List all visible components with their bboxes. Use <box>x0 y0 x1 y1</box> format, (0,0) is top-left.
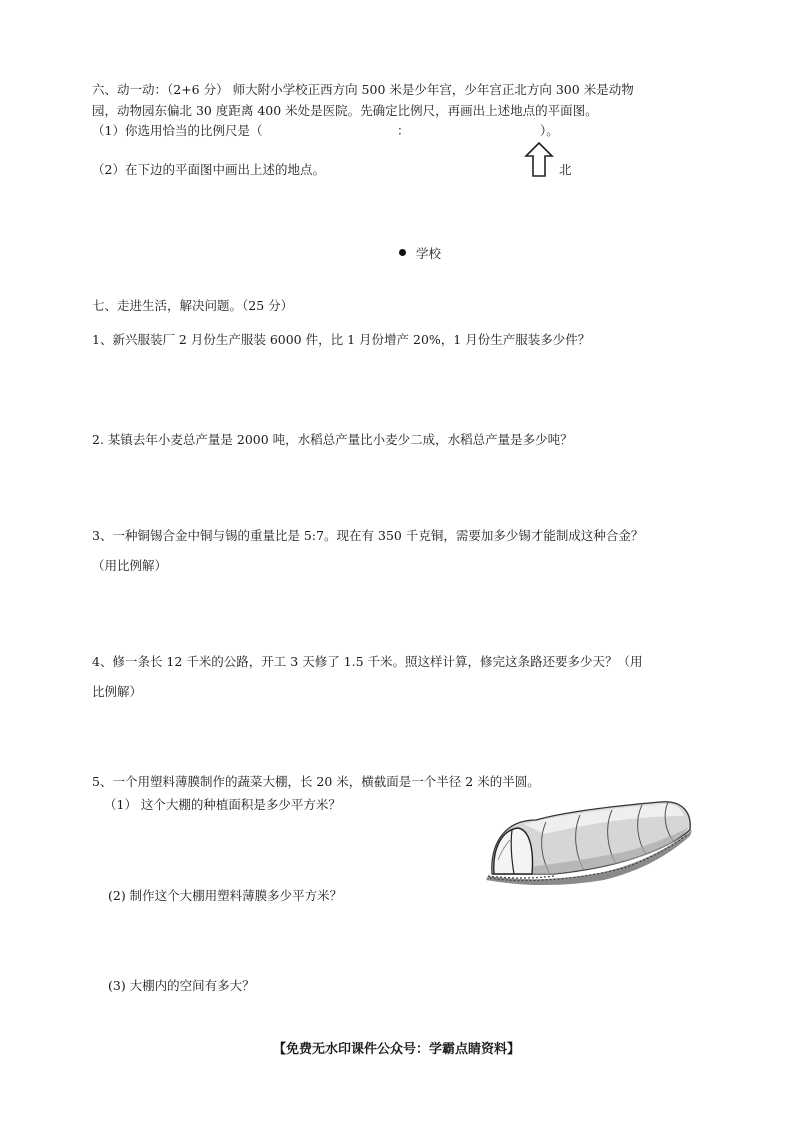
problem-5-q1: （1） 这个大棚的种植面积是多少平方米？ <box>104 797 341 812</box>
scale-question-prefix: （1）你选用恰当的比例尺是（ <box>92 123 263 138</box>
problem-3-line1: 3、一种铜锡合金中铜与锡的重量比是 5:7。现在有 350 千克铜，需要加多少锡才能制成这种合金？ <box>92 528 644 543</box>
problem-4-line1: 4、修一条长 12 千米的公路，开工 3 天修了 1.5 千米。照这样计算，修完这条路还要多少天？（用 <box>92 654 643 669</box>
problem-5-q2: (2) 制作这个大棚用塑料薄膜多少平方米？ <box>108 888 343 903</box>
section6-line2: 园，动物园东偏北 30 度距离 400 米处是医院。先确定比例尺，再画出上述地点的平面图。 <box>92 103 598 118</box>
section6-line1: 六、动一动：（2+6 分） 师大附小学校正西方向 500 米是少年宫，少年宫正北方向 300 米是动物 <box>92 82 634 97</box>
greenhouse-illustration <box>484 790 696 886</box>
map-question: （2）在下边的平面图中画出上述的地点。 <box>92 162 325 177</box>
scale-question-suffix: ）。 <box>540 123 559 138</box>
north-arrow-icon <box>524 142 554 178</box>
problem-1: 1、新兴服装厂 2 月份生产服装 6000 件，比 1 月份增产 20%，1 月份生产服装多少件？ <box>92 332 591 347</box>
school-dot-icon <box>399 249 406 256</box>
school-label: 学校 <box>416 246 442 261</box>
footer-watermark: 【免费无水印课件公众号：学霸点睛资料】 <box>272 1042 520 1057</box>
problem-4-line2: 比例解） <box>92 684 143 699</box>
section7-heading: 七、走进生活，解决问题。（25 分） <box>92 298 294 313</box>
problem-5: 5、一个用塑料薄膜制作的蔬菜大棚，长 20 米，横截面是一个半径 2 米的半圆。 <box>92 774 540 789</box>
scale-colon: ： <box>397 123 410 138</box>
north-label: 北 <box>559 162 572 177</box>
problem-2: 2. 某镇去年小麦总产量是 2000 吨，水稻总产量比小麦少二成，水稻总产量是多少吨？ <box>92 432 573 447</box>
problem-5-q3: (3) 大棚内的空间有多大？ <box>108 978 255 993</box>
problem-3-line2: （用比例解） <box>92 558 168 573</box>
